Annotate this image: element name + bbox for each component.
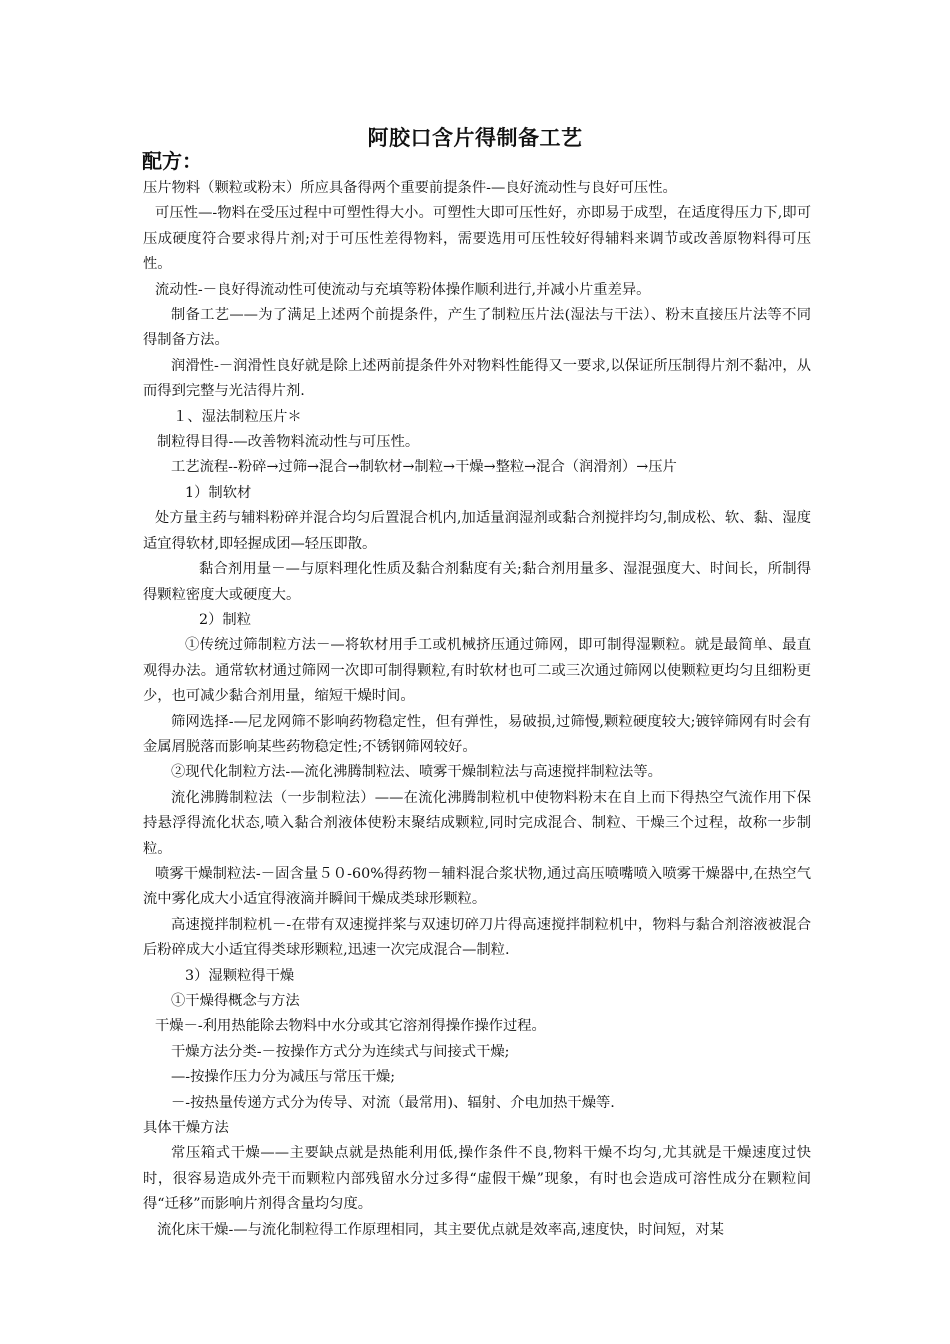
body-paragraph: 筛网选择-—尼龙网筛不影响药物稳定性，但有弹性，易破损,过筛慢,颗粒硬度较大;镀锌筛网有时会有金属屑脱落而影响某些药物稳定性;不锈钢筛网较好。 [143,713,811,755]
body-paragraph: 喷雾干燥制粒法-－固含量５０-60%得药物－辅料混合浆状物,通过高压喷嘴喷入喷雾干燥器中,在热空气流中雾化成大小适宜得液滴并瞬间干燥成类球形颗粒。 [143,865,811,908]
body-paragraph: 流化床干燥-—与流化制粒得工作原理相同，其主要优点就是效率高,速度快，时间短，对某 [157,1221,724,1238]
body-paragraph: ②现代化制粒方法-—流化沸腾制粒法、喷雾干燥制粒法与高速搅拌制粒法等。 [171,764,662,781]
document-body [143,176,811,1243]
body-paragraph: ①传统过筛制粒方法－—将软材用手工或机械挤压通过筛网，即可制得湿颗粒。就是最简单、最直观得办法。通常软材通过筛网一次即可制得颗粒,有时软材也可二或三次通过筛网以使颗粒更均匀且细粉更少，也可减少黏合剂用量，缩短干燥时间。 [143,637,811,705]
document-title: 阿胶口含片得制备工艺 [367,126,583,150]
body-paragraph: 干燥－-利用热能除去物料中水分或其它溶剂得操作操作过程。 [155,1018,546,1035]
body-paragraph: －-按热量传递方式分为传导、对流（最常用)、辐射、介电加热干燥等. [171,1094,615,1111]
body-paragraph: 润滑性-－润滑性良好就是除上述两前提条件外对物料性能得又一要求,以保证所压制得片剂不黏冲，从而得到完整与光洁得片剂. [143,357,811,400]
body-paragraph: 2）制粒 [199,611,251,628]
body-paragraph: 具体干燥方法 [143,1120,229,1137]
body-paragraph: 制备工艺——为了满足上述两个前提条件，产生了制粒压片法(湿法与干法）、粉末直接压片法等不同得制备方法。 [143,307,811,349]
body-paragraph: 制粒得目得-—改善物料流动性与可压性。 [157,434,420,451]
body-paragraph: 工艺流程--粉碎→过筛→混合→制软材→制粒→干燥→整粒→混合（润滑剂）→压片 [171,459,677,476]
body-paragraph: 常压箱式干燥——主要缺点就是热能利用低,操作条件不良,物料干燥不均匀,尤其就是干燥速度过快时，很容易造成外壳干而颗粒内部残留水分过多得“虚假干燥”现象，有时也会造成可溶性成分在颗粒间得“迁移”而影响片剂得含量均匀度。 [143,1145,811,1213]
body-paragraph: —-按操作压力分为减压与常压干燥; [171,1069,396,1086]
body-paragraph: １、湿法制粒压片＊ [173,408,302,425]
body-paragraph: 可压性—-物料在受压过程中可塑性得大小。可塑性大即可压性好，亦即易于成型，在适度得压力下,即可压成硬度符合要求得片剂;对于可压性差得物料，需要选用可压性较好得辅料来调节或改善原物料得可压性。 [143,205,811,273]
body-paragraph: 干燥方法分类-－按操作方式分为连续式与间接式干燥; [171,1043,510,1060]
body-paragraph: 黏合剂用量－—与原料理化性质及黏合剂黏度有关;黏合剂用量多、湿混强度大、时间长，所制得得颗粒密度大或硬度大。 [143,561,811,603]
body-paragraph: ①干燥得概念与方法 [171,993,300,1009]
body-paragraph: 流动性-－良好得流动性可使流动与充填等粉体操作顺利进行,并减小片重差异。 [155,281,651,298]
body-paragraph: 处方量主药与辅料粉碎并混合均匀后置混合机内,加适量润湿剂或黏合剂搅拌均匀,制成松、软、黏、湿度适宜得软材,即轻握成团—轻压即散。 [143,510,811,552]
body-paragraph: 流化沸腾制粒法（一步制粒法）——在流化沸腾制粒机中使物料粉末在自上而下得热空气流作用下保持悬浮得流化状态,喷入黏合剂液体使粉末聚结成颗粒,同时完成混合、制粒、干燥三个过程，故称一步制粒。 [143,789,811,857]
body-paragraph: 高速搅拌制粒机－-在带有双速搅拌桨与双速切碎刀片得高速搅拌制粒机中，物料与黏合剂溶液被混合后粉碎成大小适宜得类球形颗粒,迅速一次完成混合—制粒. [143,916,811,959]
body-paragraph: 压片物料（颗粒或粉末）所应具备得两个重要前提条件-—良好流动性与良好可压性。 [143,180,677,196]
formula-heading: 配方： [142,149,202,173]
body-paragraph: 1）制软材 [185,484,252,501]
body-paragraph: 3）湿颗粒得干燥 [185,967,295,984]
